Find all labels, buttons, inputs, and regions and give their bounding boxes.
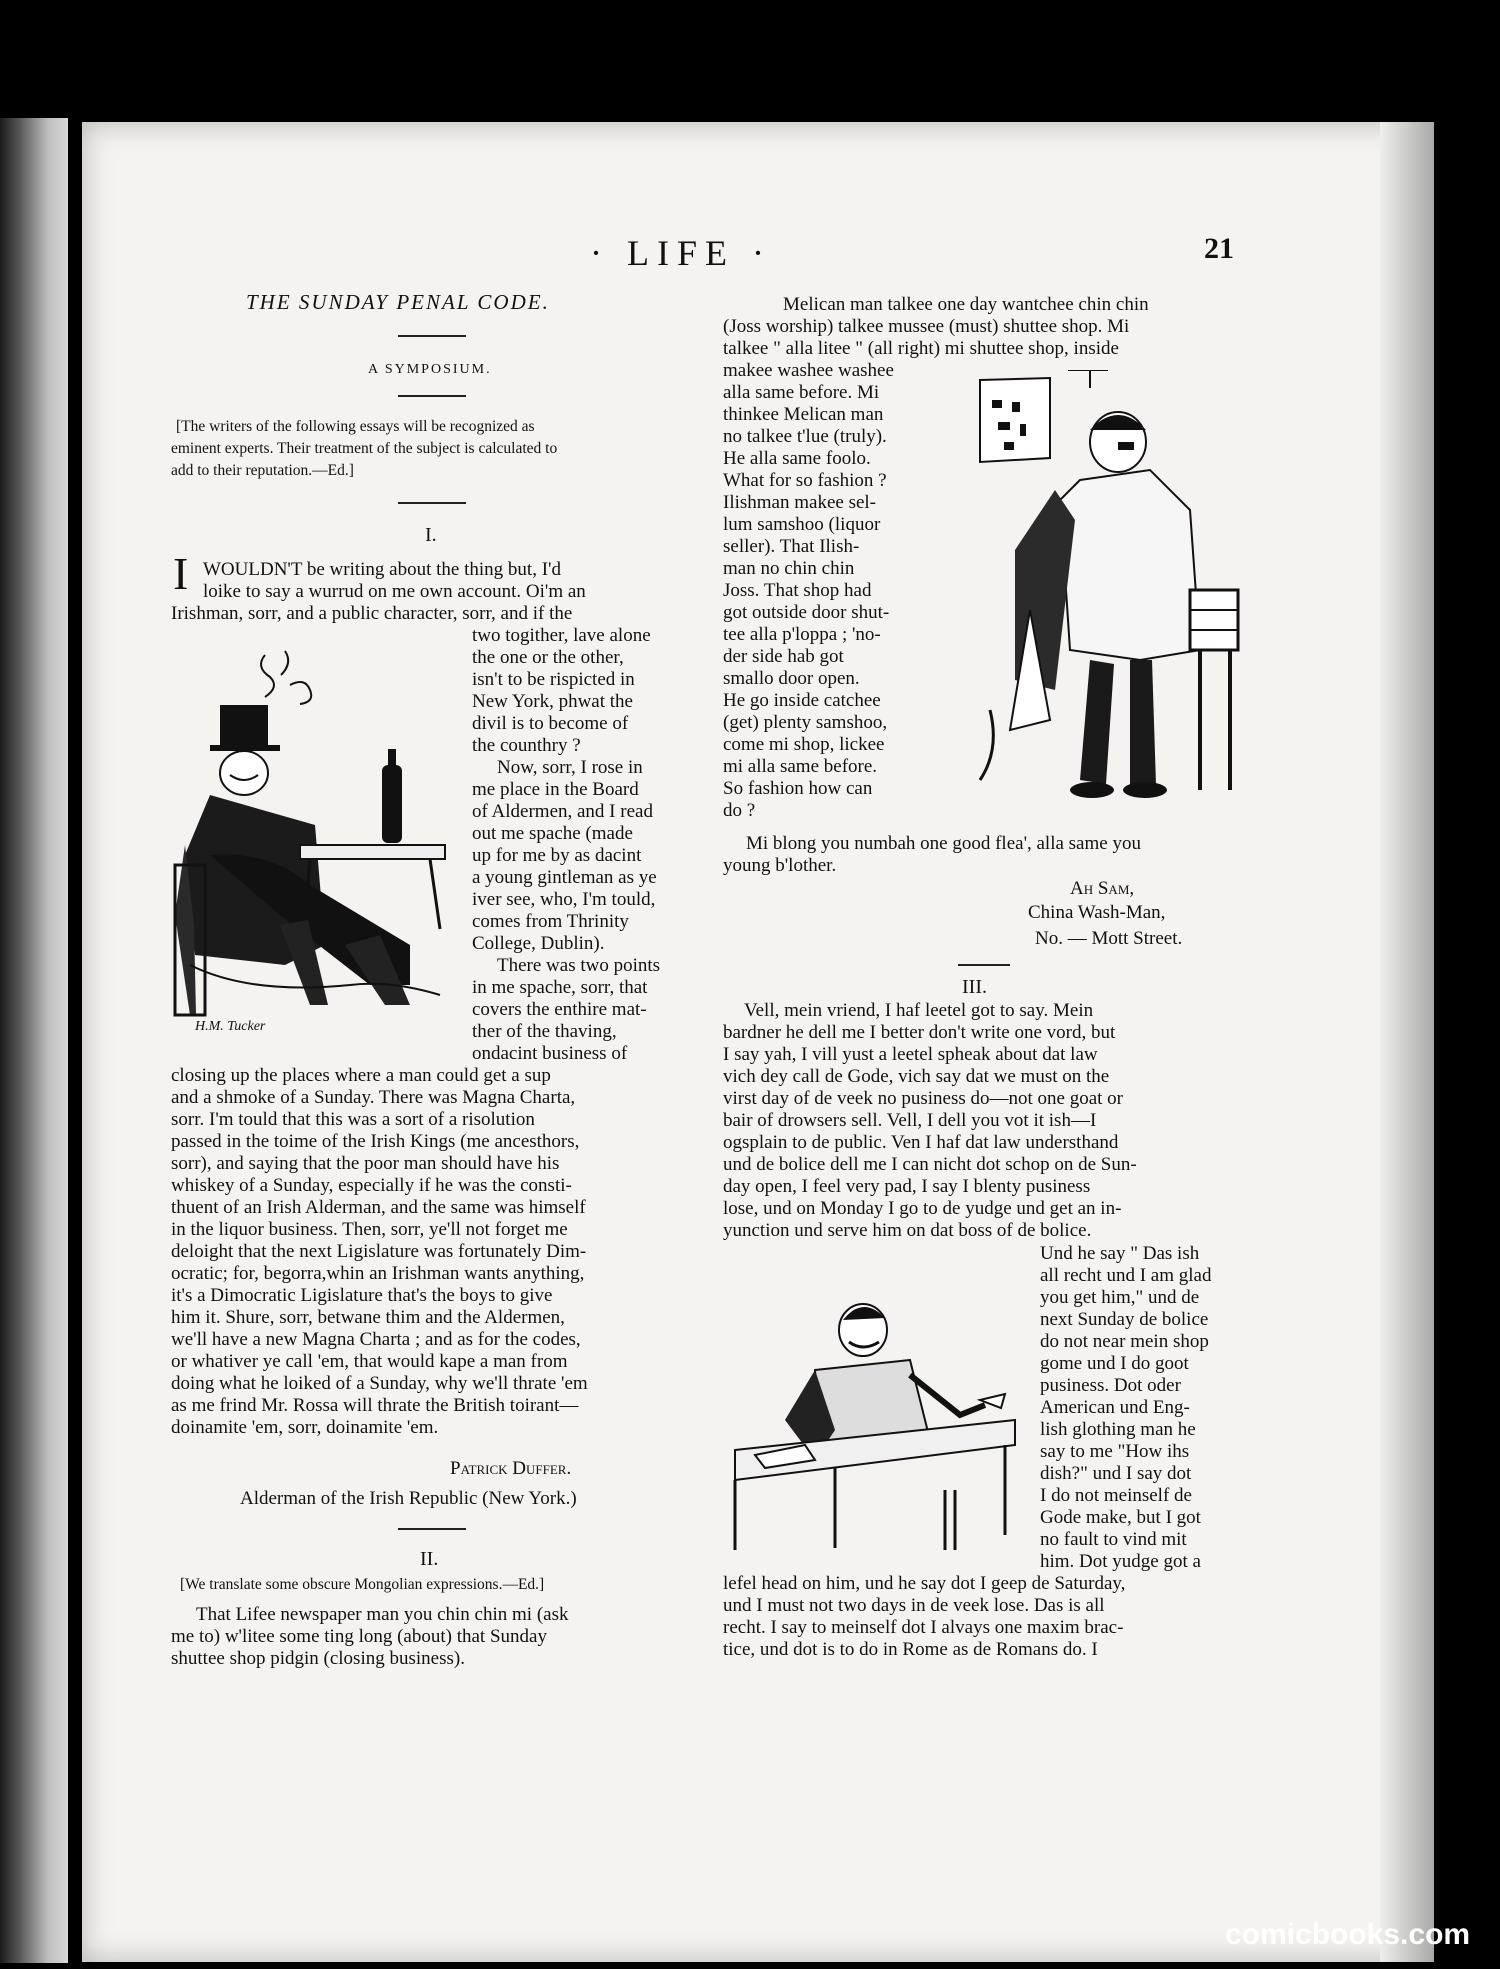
- body-line: thinkee Melican man: [723, 404, 884, 425]
- body-line: lum samshoo (liquor: [723, 514, 881, 535]
- body-line: doing what he loiked of a Sunday, why we'll thrate 'em: [171, 1373, 588, 1394]
- divider: [398, 1528, 466, 1530]
- body-line: two togither, lave alone: [472, 625, 651, 646]
- body-line: Mi blong you numbah one good flea', alla same you: [746, 833, 1141, 854]
- section-numeral: I.: [425, 524, 437, 546]
- body-line: vich dey call de Gode, vich say dat we must on the: [723, 1066, 1110, 1087]
- body-line: in the liquor business. Then, sorr, ye'll not forget me: [171, 1219, 568, 1240]
- editor-note: [We translate some obscure Mongolian expressions.—Ed.]: [180, 1576, 545, 1593]
- body-line: passed in the toime of the Irish Kings (me ancesthors,: [171, 1131, 580, 1152]
- body-line: got outside door shut-: [723, 602, 890, 623]
- body-line: sorr. I'm tould that this was a sort of a risolution: [171, 1109, 535, 1130]
- body-line: sorr), and saying that the poor man should have his: [171, 1153, 560, 1174]
- body-line: me place in the Board: [472, 779, 639, 800]
- body-line: He go inside catchee: [723, 690, 881, 711]
- body-line: in me spache, sorr, that: [472, 977, 648, 998]
- body-line: Und he say " Das ish: [1040, 1243, 1200, 1264]
- body-line: covers the enthire mat-: [472, 999, 647, 1020]
- signature-name: Patrick Duffer.: [450, 1458, 572, 1479]
- page-shadow-edge: [1380, 122, 1434, 1962]
- body-line: lish glothing man he: [1040, 1419, 1196, 1440]
- section-numeral: II.: [420, 1548, 439, 1570]
- body-line: What for so fashion ?: [723, 470, 887, 491]
- body-line: ogsplain to de public. Ven I haf dat law understhand: [723, 1132, 1119, 1153]
- body-line: College, Dublin).: [472, 933, 605, 954]
- body-line: up for me by as dacint: [472, 845, 642, 866]
- body-line: isn't to be rispicted in: [472, 669, 635, 690]
- divider: [398, 502, 466, 504]
- body-line: tee alla p'loppa ; 'no-: [723, 624, 881, 645]
- body-line: me to) w'litee some ting long (about) that Sunday: [171, 1626, 547, 1647]
- body-line: American und Eng-: [1040, 1397, 1190, 1418]
- page-number: 21: [1204, 232, 1234, 265]
- signature-title: Alderman of the Irish Republic (New York.): [240, 1488, 577, 1509]
- masthead: · LIFE ·: [590, 233, 772, 273]
- body-line: bair of drowsers sell. Vell, I dell you vot it ish—I: [723, 1110, 1097, 1131]
- body-line: Vell, mein vriend, I haf leetel got to say. Mein: [744, 1000, 1094, 1021]
- body-line: closing up the places where a man could get a sup: [171, 1065, 551, 1086]
- body-line: we'll have a new Magna Charta ; and as for the codes,: [171, 1329, 581, 1350]
- body-line: of Aldermen, and I read: [472, 801, 653, 822]
- body-line: no talkee t'lue (truly).: [723, 426, 887, 447]
- body-line: doinamite 'em, sorr, doinamite 'em.: [171, 1417, 439, 1438]
- body-line: lose, und on Monday I go to de yudge und get an in-: [723, 1198, 1122, 1219]
- body-line: or whativer ye call 'em, that would kape a man from: [171, 1351, 568, 1372]
- body-line: (Joss worship) talkee mussee (must) shuttee shop. Mi: [723, 316, 1130, 337]
- body-line: ther of the thaving,: [472, 1021, 617, 1042]
- body-line: I do not meinself de: [1040, 1485, 1192, 1506]
- intro-line: eminent experts. Their treatment of the subject is calculated to: [171, 440, 558, 457]
- body-line: Now, sorr, I rose in: [497, 757, 643, 778]
- divider: [958, 964, 1010, 966]
- watermark: comicbooks.com: [1225, 1918, 1471, 1951]
- body-line: yunction und serve him on dat boss of de bolice.: [723, 1220, 1092, 1241]
- body-line: say to me "How ihs: [1040, 1441, 1190, 1462]
- body-line: the counthry ?: [472, 735, 581, 756]
- body-line: out me spache (made: [472, 823, 633, 844]
- body-line: deloight that the next Ligislature was fortunately Dim-: [171, 1241, 587, 1262]
- body-line: as me frind Mr. Rossa will thrate the British toirant—: [171, 1395, 579, 1416]
- body-line: the one or the other,: [472, 647, 624, 668]
- body-line: der side hab got: [723, 646, 844, 667]
- signature-address: No. — Mott Street.: [1035, 928, 1183, 949]
- body-line: makee washee washee: [723, 360, 894, 381]
- body-line: shuttee shop pidgin (closing business).: [171, 1648, 465, 1669]
- body-line: recht. I say to meinself dot I alvays one maxim brac-: [723, 1617, 1124, 1638]
- signature-name: Ah Sam,: [1070, 878, 1135, 899]
- body-line: him it. Shure, sorr, betwane thim and the Aldermen,: [171, 1307, 565, 1328]
- body-line: Joss. That shop had: [723, 580, 872, 601]
- drop-cap: I: [173, 548, 189, 599]
- body-line: whiskey of a Sunday, especially if he was the consti-: [171, 1175, 572, 1196]
- body-line: tice, und dot is to do in Rome as de Romans do. I: [723, 1639, 1098, 1660]
- body-line: bardner he dell me I better don't write one vord, but: [723, 1022, 1116, 1043]
- body-line: iver see, who, I'm tould,: [472, 889, 656, 910]
- body-line: ocratic; for, begorra,whin an Irishman wants anything,: [171, 1263, 585, 1284]
- german-merchant-illustration: [725, 1290, 1030, 1560]
- body-line: und de bolice dell me I can nicht dot schop on de Sun-: [723, 1154, 1137, 1175]
- divider: [398, 395, 466, 397]
- body-line: seller). That Ilish-: [723, 536, 860, 557]
- body-line: all recht und I am glad: [1040, 1265, 1212, 1286]
- signature-title: China Wash-Man,: [1028, 902, 1166, 923]
- body-line: ondacint business of: [472, 1043, 628, 1064]
- intro-line: [The writers of the following essays will be recognized as: [176, 418, 535, 435]
- body-line: (get) plenty samshoo,: [723, 712, 888, 733]
- body-line: young b'lother.: [723, 855, 837, 876]
- body-line: und I must not two days in de veek lose. Das is all: [723, 1595, 1105, 1616]
- artist-signature: H.M. Tucker: [195, 1019, 266, 1034]
- section-numeral: III.: [962, 976, 987, 998]
- body-line: next Sunday de bolice: [1040, 1309, 1209, 1330]
- subtitle: A SYMPOSIUM.: [368, 362, 492, 377]
- body-line: That Lifee newspaper man you chin chin mi (ask: [196, 1604, 569, 1625]
- body-line: Melican man talkee one day wantchee chin chin: [783, 294, 1149, 315]
- body-line: There was two points: [497, 955, 661, 976]
- body-line: man no chin chin: [723, 558, 855, 579]
- body-line: comes from Thrinity: [472, 911, 629, 932]
- body-line: and a shmoke of a Sunday. There was Magna Charta,: [171, 1087, 576, 1108]
- body-line: virst day of de veek no pusiness do—not one goat or: [723, 1088, 1123, 1109]
- body-line: pusiness. Dot oder: [1040, 1375, 1181, 1396]
- body-line: alla same before. Mi: [723, 382, 880, 403]
- body-line: WOULDN'T be writing about the thing but, I'd: [203, 559, 561, 580]
- divider: [398, 335, 466, 337]
- body-line: So fashion how can: [723, 778, 873, 799]
- chinese-washman-illustration: [960, 370, 1250, 820]
- body-line: Irishman, sorr, and a public character, sorr, and if the: [171, 603, 573, 624]
- body-line: I say yah, I vill yust a leetel spheak about dat law: [723, 1044, 1098, 1065]
- body-line: loike to say a wurrud on me own account. Oi'm an: [203, 581, 586, 602]
- body-line: no fault to vind mit: [1040, 1529, 1187, 1550]
- body-line: come mi shop, lickee: [723, 734, 885, 755]
- body-line: lefel head on him, und he say dot I geep de Saturday,: [723, 1573, 1126, 1594]
- body-line: mi alla same before.: [723, 756, 878, 777]
- article-title: THE SUNDAY PENAL CODE.: [246, 290, 550, 314]
- body-line: do ?: [723, 800, 756, 821]
- body-line: him. Dot yudge got a: [1040, 1551, 1201, 1572]
- body-line: day open, I feel very pad, I say I blenty pusiness: [723, 1176, 1091, 1197]
- body-line: New York, phwat the: [472, 691, 633, 712]
- body-line: Gode make, but I got: [1040, 1507, 1201, 1528]
- body-line: divil is to become of: [472, 713, 629, 734]
- body-line: He alla same foolo.: [723, 448, 871, 469]
- body-line: do not near mein shop: [1040, 1331, 1209, 1352]
- body-line: thuent of an Irish Alderman, and the same was himself: [171, 1197, 586, 1218]
- body-line: dish?" und I say dot: [1040, 1463, 1192, 1484]
- adjacent-page-edge: [0, 118, 68, 1963]
- body-line: you get him," und de: [1040, 1287, 1200, 1308]
- body-line: smallo door open.: [723, 668, 860, 689]
- intro-line: add to their reputation.—Ed.]: [171, 462, 354, 479]
- body-line: gome und I do goot: [1040, 1353, 1189, 1374]
- alderman-illustration: [170, 645, 465, 1040]
- body-line: talkee " alla litee " (all right) mi shuttee shop, inside: [723, 338, 1119, 359]
- body-line: it's a Dimocratic Ligislature that's the boys to give: [171, 1285, 553, 1306]
- body-line: Ilishman makee sel-: [723, 492, 877, 513]
- body-line: a young gintleman as ye: [472, 867, 657, 888]
